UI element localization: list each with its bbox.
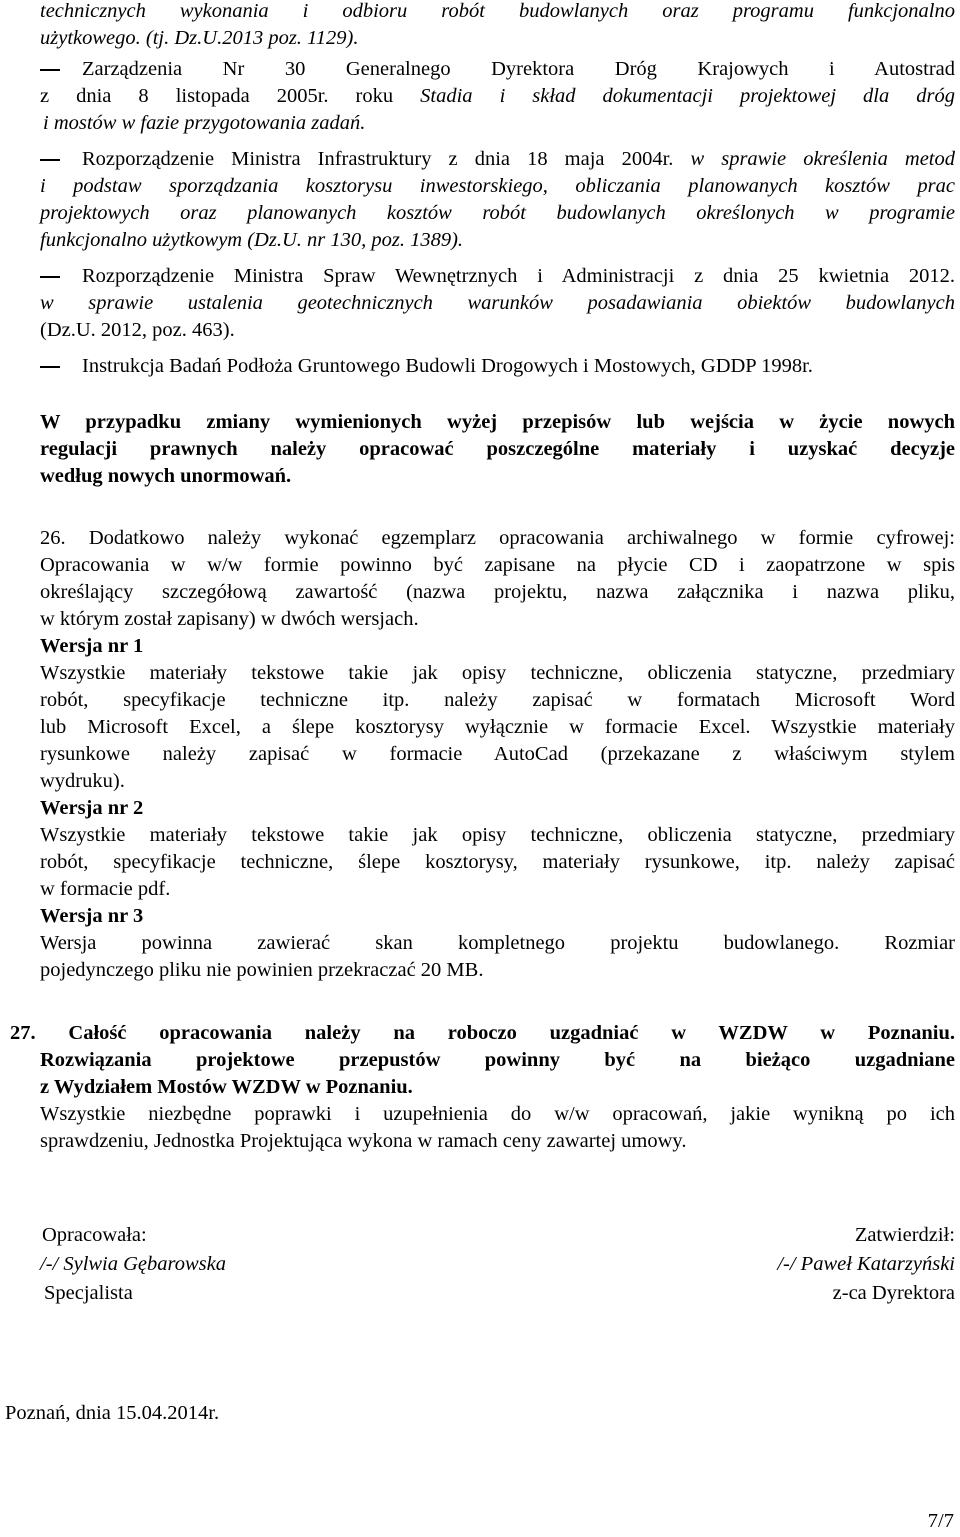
text-line: robót, specyfikacje techniczne, ślepe kosztorysy, materiały rysunkowe, itp. należy zapisać (40, 851, 955, 873)
text-line: Rozporządzenie Ministra Spraw Wewnętrznych i Administracji z dnia 25 kwietnia 2012. (82, 265, 955, 287)
text-line-italic: Stadia i skład dokumentacji projektowej dla dróg (420, 85, 955, 107)
regulation-item-3 (40, 263, 955, 344)
text-line: funkcjonalno użytkowym (Dz.U. nr 130, poz. 1389). (40, 229, 464, 251)
text-line: Rozporządzenie Ministra Infrastruktury z dnia 18 maja 2004r. (82, 148, 691, 170)
text-line: i mostów w fazie przygotowania zadań. (43, 112, 366, 134)
signature-caption: Zatwierdził: (854, 1224, 955, 1246)
section-26 (40, 525, 955, 984)
text-line: z dnia 8 listopada 2005r. roku (40, 85, 421, 107)
text-line: Wszystkie materiały tekstowe takie jak opisy techniczne, obliczenia statyczne, przedmiary (40, 824, 955, 846)
text-line: technicznych wykonania i odbioru robót budowlanych oraz programu funkcjonalno (40, 0, 955, 22)
place-date: Poznań, dnia 15.04.2014r. (5, 1402, 220, 1424)
text-line: Rozwiązania projektowe przepustów powinny być na bieżąco uzgadniane (40, 1049, 955, 1071)
text-line: (Dz.U. 2012, poz. 463). (40, 319, 235, 341)
text-line: rysunkowe należy zapisać w formacie AutoCad (przekazane z właściwym stylem (40, 743, 955, 765)
version-2-title: Wersja nr 2 (40, 797, 144, 819)
section-number: 27. (10, 1022, 36, 1044)
text-line: według nowych unormowań. (40, 465, 292, 487)
text-line: regulacji prawnych należy opracować poszczególne materiały i uzyskać decyzje (40, 438, 955, 460)
text-line: wydruku). (40, 770, 125, 792)
signature-right (777, 1221, 955, 1308)
regulation-item-2 (40, 146, 955, 254)
signature-name: /-/ Paweł Katarzyński (777, 1253, 955, 1275)
signature-left (40, 1221, 226, 1308)
text-line: z Wydziałem Mostów WZDW w Poznaniu. (40, 1076, 413, 1098)
text-line: sprawdzeniu, Jednostka Projektująca wykona w ramach ceny zawartej umowy. (40, 1130, 687, 1152)
text-line: Całość opracowania należy na roboczo uzgadniać w WZDW w Poznaniu. (68, 1022, 956, 1044)
signature-name: /-/ Sylwia Gębarowska (40, 1253, 227, 1275)
continuation-text (40, 0, 955, 52)
text-line: W przypadku zmiany wymienionych wyżej przepisów lub wejścia w życie nowych (40, 411, 955, 433)
page-number: 7/7 (927, 1510, 954, 1532)
text-line: robót, specyfikacje techniczne itp. należy zapisać w formatach Microsoft Word (40, 689, 955, 711)
section-27 (10, 1020, 955, 1155)
notice-paragraph (40, 409, 955, 490)
signature-caption: Opracowała: (42, 1224, 147, 1246)
text-line: Wszystkie materiały tekstowe takie jak opisy techniczne, obliczenia statyczne, przedmiary (40, 662, 955, 684)
text-line: pojedynczego pliku nie powinien przekraczać 20 MB. (40, 959, 484, 981)
text-line: Opracowania w w/w formie powinno być zapisane na płycie CD i zaopatrzone w spis (40, 554, 955, 576)
text-line: projektowych oraz planowanych kosztów robót budowlanych określonych w programie (40, 202, 955, 224)
text-line: Wszystkie niezbędne poprawki i uzupełnienia do w/w opracowań, jakie wynikną po ich (40, 1103, 955, 1125)
text-line-italic: w sprawie określenia metod (690, 148, 956, 170)
text-line: w sprawie ustalenia geotechnicznych warunków posadawiania obiektów budowlanych (40, 292, 955, 314)
section-number: 26. (40, 527, 66, 549)
text-line: w formacie pdf. (40, 878, 171, 900)
text-line: Dodatkowo należy wykonać egzemplarz opracowania archiwalnego w formie cyfrowej: (88, 527, 956, 549)
version-1-title: Wersja nr 1 (40, 635, 144, 657)
text-line: w którym został zapisany) w dwóch wersjach. (40, 608, 419, 630)
regulation-item-1 (40, 56, 955, 137)
regulation-item-4 (40, 353, 955, 380)
text-line: Zarządzenia Nr 30 Generalnego Dyrektora Dróg Krajowych i Autostrad (82, 58, 955, 80)
version-3-title: Wersja nr 3 (40, 905, 144, 927)
text-line: Wersja powinna zawierać skan kompletnego projektu budowlanego. Rozmiar (40, 932, 955, 954)
text-line: lub Microsoft Excel, a ślepe kosztorysy wyłącznie w formacie Excel. Wszystkie materiały (40, 716, 955, 738)
text-line: określający szczegółową zawartość (nazwa projektu, nazwa załącznika i nazwa pliku, (40, 581, 955, 603)
signature-title: Specjalista (44, 1282, 133, 1304)
text-line: Instrukcja Badań Podłoża Gruntowego Budowli Drogowych i Mostowych, GDDP 1998r. (82, 355, 813, 377)
text-line: użytkowego. (tj. Dz.U.2013 poz. 1129). (40, 27, 359, 49)
signature-title: z-ca Dyrektora (832, 1282, 955, 1304)
text-line: i podstaw sporządzania kosztorysu inwestorskiego, obliczania planowanych kosztów prac (40, 175, 955, 197)
